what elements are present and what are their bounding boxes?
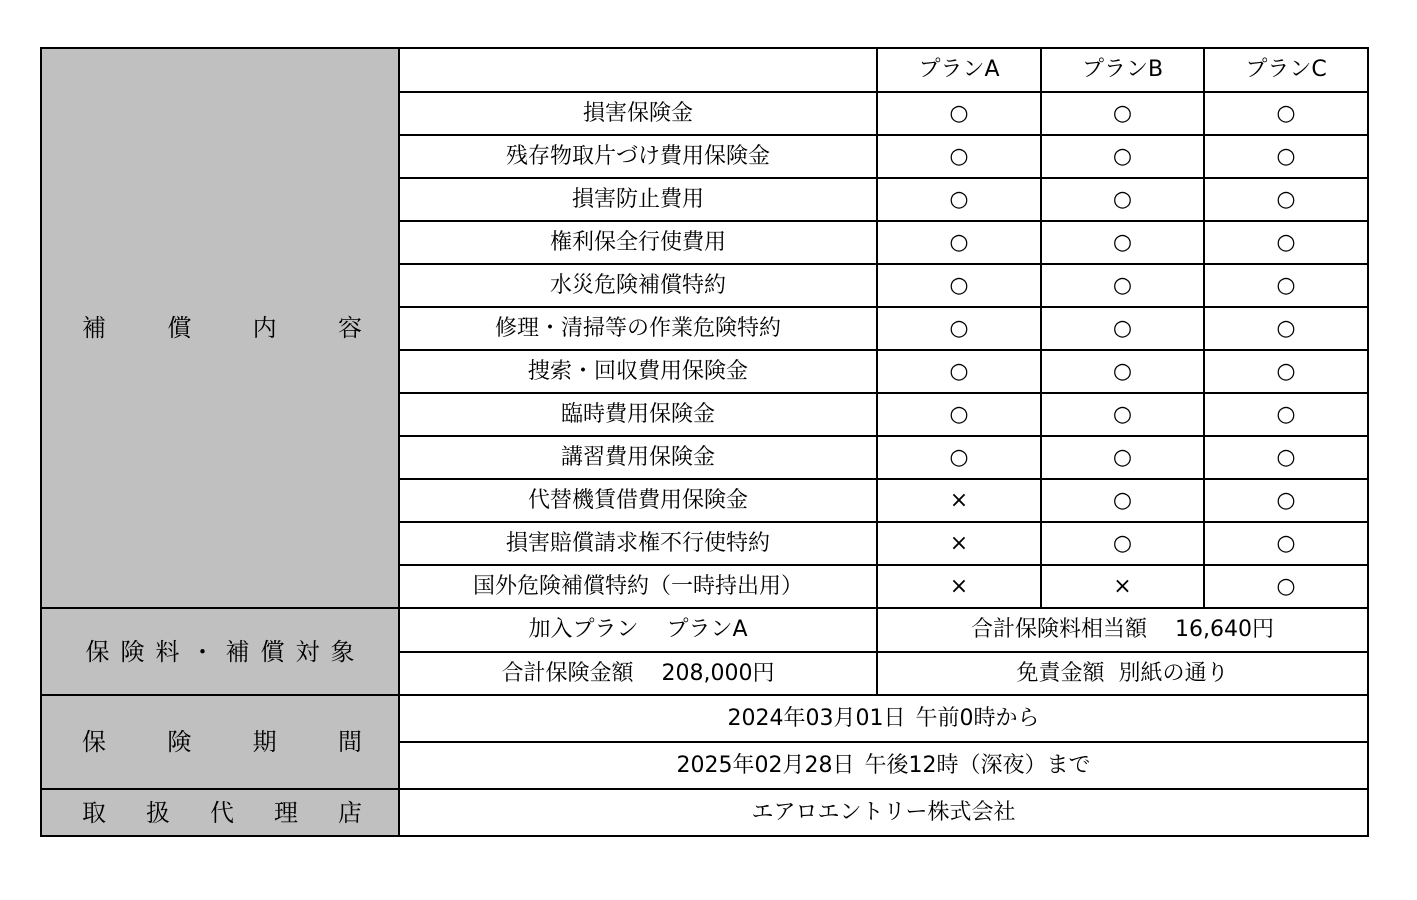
total-insured-label: 合計保険金額 <box>501 660 634 686</box>
coverage-mark-b: ○ <box>1041 479 1204 522</box>
coverage-item: 損害保険金 <box>399 92 877 135</box>
coverage-item: 講習費用保険金 <box>399 436 877 479</box>
coverage-item: 損害賠償請求権不行使特約 <box>399 522 877 565</box>
agency-header-char: 理 <box>274 798 298 827</box>
coverage-mark-c: ○ <box>1204 92 1368 135</box>
coverage-item: 修理・清掃等の作業危険特約 <box>399 307 877 350</box>
agency-header-char: 代 <box>210 798 234 827</box>
period-header <box>41 695 399 789</box>
coverage-mark-c: ○ <box>1204 436 1368 479</box>
coverage-mark-b: ○ <box>1041 436 1204 479</box>
agency-header-char: 店 <box>338 798 362 827</box>
period-start-time: 午前0時から <box>915 705 1040 731</box>
period-end-date: 2025年02月28日 <box>676 752 855 778</box>
coverage-mark-a: ○ <box>877 221 1041 264</box>
coverage-mark-b: ○ <box>1041 178 1204 221</box>
premium-header-char: 補 <box>225 637 250 666</box>
plan-header-b: プランB <box>1041 48 1204 92</box>
coverage-mark-b: ○ <box>1041 264 1204 307</box>
coverage-item: 国外危険補償特約（一時持出用） <box>399 565 877 608</box>
insurance-table <box>40 47 1369 837</box>
coverage-mark-c: ○ <box>1204 479 1368 522</box>
coverage-mark-c: ○ <box>1204 393 1368 436</box>
total-premium-value: 16,640円 <box>1175 617 1274 642</box>
total-insured-cell <box>399 652 877 695</box>
agency-header-char: 扱 <box>146 798 170 827</box>
total-premium-cell <box>877 608 1368 652</box>
coverage-mark-a: ○ <box>877 436 1041 479</box>
total-premium-label: 合計保険料相当額 <box>971 617 1148 642</box>
total-insured-value: 208,000円 <box>661 660 775 686</box>
coverage-item: 損害防止費用 <box>399 178 877 221</box>
period-header-char: 間 <box>337 728 362 756</box>
compensation-header <box>41 48 399 608</box>
deductible-cell <box>877 652 1368 695</box>
coverage-mark-c: ○ <box>1204 307 1368 350</box>
coverage-mark-b: ○ <box>1041 135 1204 178</box>
deductible-value: 別紙の通り <box>1118 660 1229 686</box>
selected-plan-label: 加入プラン <box>528 617 639 642</box>
selected-plan-value: プランA <box>666 617 748 642</box>
coverage-mark-b: ○ <box>1041 92 1204 135</box>
coverage-mark-c: ○ <box>1204 135 1368 178</box>
coverage-mark-b: ○ <box>1041 307 1204 350</box>
compensation-header-char: 内 <box>252 314 277 342</box>
period-end-time: 午後12時（深夜）まで <box>864 752 1091 778</box>
premium-header-char: 対 <box>295 637 320 666</box>
plan-header-c: プランC <box>1204 48 1368 92</box>
coverage-item: 水災危険補償特約 <box>399 264 877 307</box>
coverage-mark-a: ○ <box>877 92 1041 135</box>
coverage-mark-c: ○ <box>1204 350 1368 393</box>
coverage-mark-c: ○ <box>1204 221 1368 264</box>
agency-name: エアロエントリー株式会社 <box>399 789 1368 836</box>
premium-header-char: ・ <box>190 637 215 666</box>
compensation-header-char: 容 <box>337 314 362 342</box>
premium-header-char: 保 <box>85 637 110 666</box>
period-end-cell <box>399 742 1368 789</box>
coverage-mark-a: ○ <box>877 350 1041 393</box>
agency-header <box>41 789 399 836</box>
coverage-item: 代替機賃借費用保険金 <box>399 479 877 522</box>
coverage-mark-a: ○ <box>877 135 1041 178</box>
premium-header-char: 象 <box>330 637 355 666</box>
coverage-mark-a: ○ <box>877 307 1041 350</box>
coverage-mark-a: ○ <box>877 393 1041 436</box>
period-header-char: 期 <box>252 728 277 756</box>
coverage-mark-a: ○ <box>877 264 1041 307</box>
coverage-mark-a: ○ <box>877 178 1041 221</box>
agency-header-char: 取 <box>82 798 106 827</box>
coverage-mark-c: ○ <box>1204 565 1368 608</box>
period-start-cell <box>399 695 1368 742</box>
coverage-item: 残存物取片づけ費用保険金 <box>399 135 877 178</box>
coverage-item: 臨時費用保険金 <box>399 393 877 436</box>
coverage-mark-a: × <box>877 522 1041 565</box>
coverage-mark-b: ○ <box>1041 522 1204 565</box>
plan-header-blank <box>399 48 877 92</box>
compensation-header-char: 償 <box>167 314 192 342</box>
coverage-mark-a: × <box>877 479 1041 522</box>
coverage-mark-b: ○ <box>1041 221 1204 264</box>
deductible-label: 免責金額 <box>1016 660 1105 686</box>
coverage-mark-b: ○ <box>1041 350 1204 393</box>
period-start-date: 2024年03月01日 <box>727 705 906 731</box>
coverage-mark-a: × <box>877 565 1041 608</box>
coverage-mark-c: ○ <box>1204 522 1368 565</box>
selected-plan-cell <box>399 608 877 652</box>
premium-header-char: 険 <box>120 637 145 666</box>
premium-header-char: 償 <box>260 637 285 666</box>
compensation-header-char: 補 <box>82 314 106 342</box>
coverage-mark-c: ○ <box>1204 178 1368 221</box>
premium-header-char: 料 <box>155 637 180 666</box>
coverage-item: 捜索・回収費用保険金 <box>399 350 877 393</box>
coverage-mark-c: ○ <box>1204 264 1368 307</box>
period-header-char: 険 <box>167 728 192 756</box>
period-header-char: 保 <box>82 728 106 756</box>
coverage-mark-b: ○ <box>1041 393 1204 436</box>
coverage-item: 権利保全行使費用 <box>399 221 877 264</box>
coverage-mark-b: × <box>1041 565 1204 608</box>
premium-header <box>41 608 399 695</box>
plan-header-a: プランA <box>877 48 1041 92</box>
